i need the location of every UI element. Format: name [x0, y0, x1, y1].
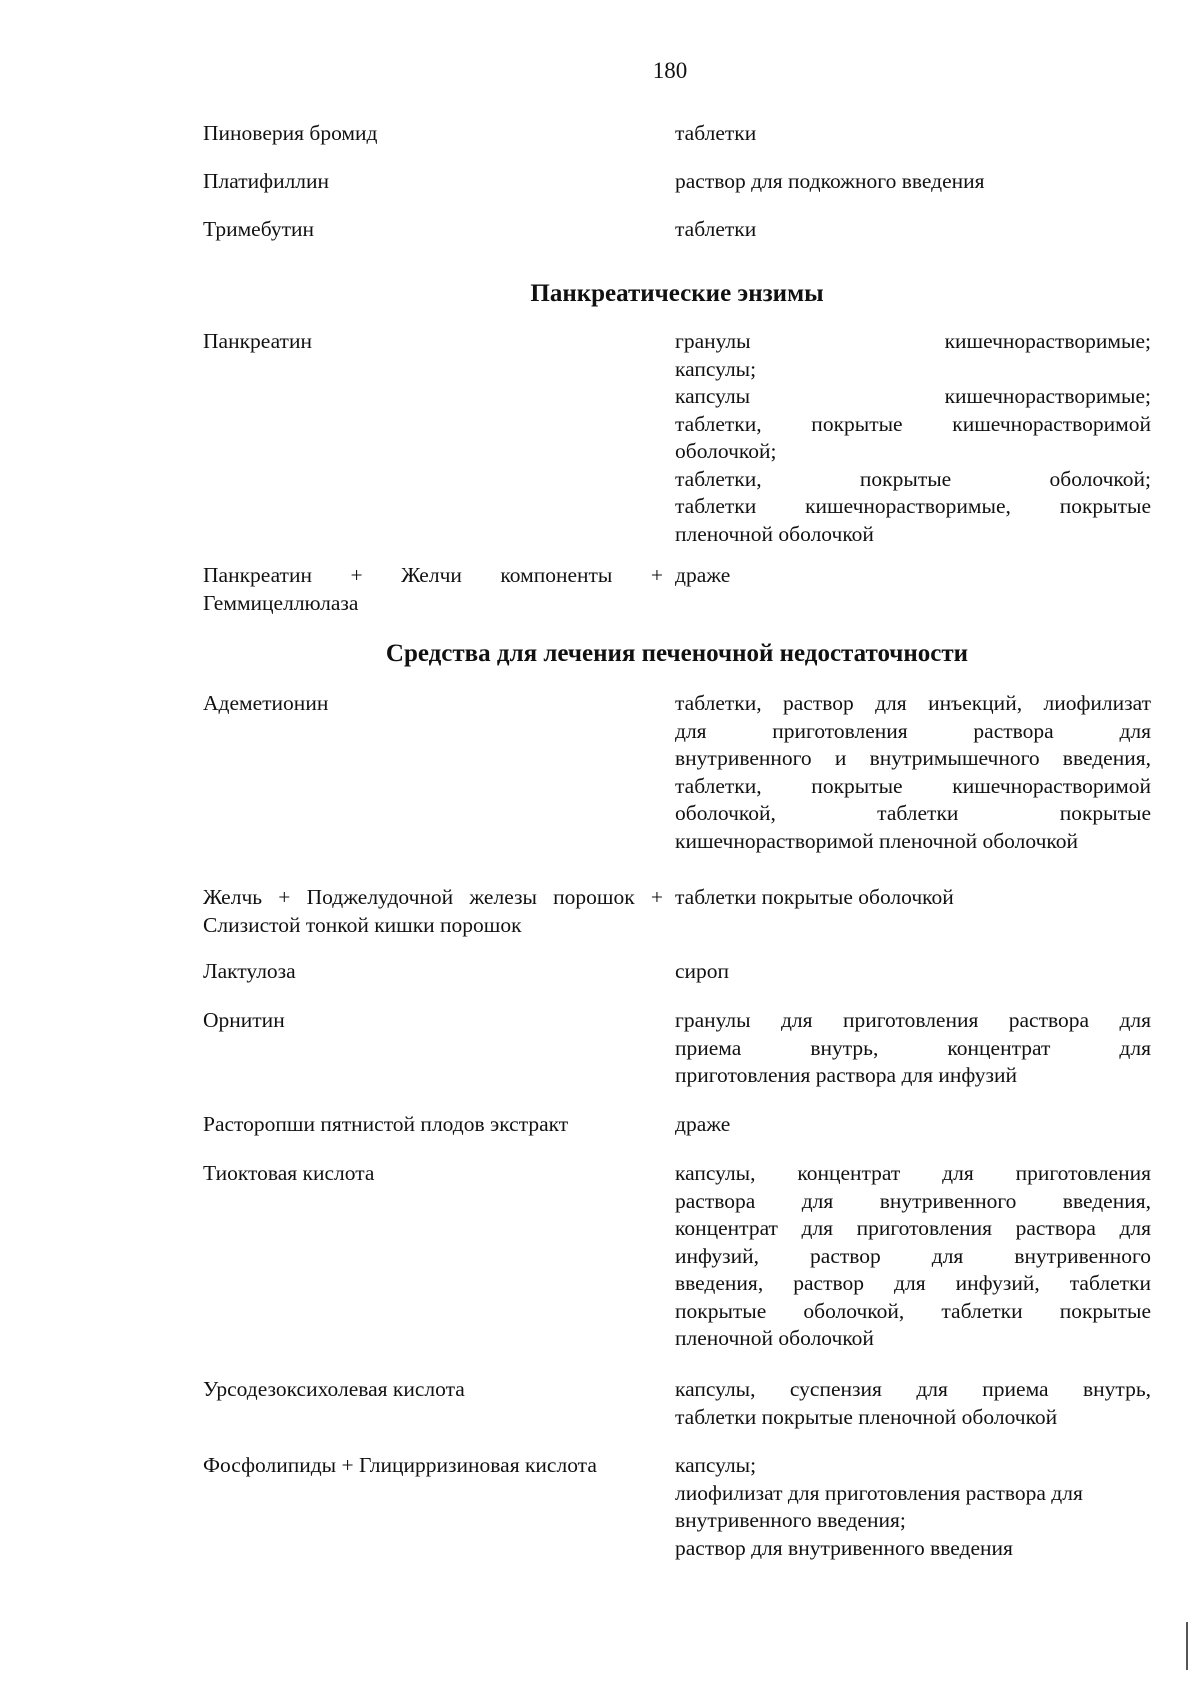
drug-forms [675, 958, 1151, 986]
form-line: приема внутрь, концентрат для [675, 1035, 1151, 1060]
form-line: для приготовления раствора для [675, 718, 1151, 743]
form-line: гранулы кишечнорастворимые; [675, 329, 1151, 353]
form-line: таблетки [675, 217, 757, 241]
form-line: гранулы для приготовления раствора для [675, 1008, 1151, 1032]
form-line: таблетки покрытые пленочной оболочкой [675, 1404, 1058, 1429]
page-number: 180 [652, 58, 688, 83]
drug-name: Орнитин [203, 1008, 285, 1032]
drug-forms [675, 1160, 1151, 1353]
form-line: таблетки покрытые оболочкой [675, 885, 954, 909]
drug-forms [675, 884, 1151, 912]
form-line: таблетки, покрытые кишечнорастворимой [675, 773, 1151, 798]
form-line: пленочной оболочкой [675, 1326, 874, 1350]
form-line: драже [675, 1112, 731, 1136]
drug-name: Тиоктовая кислота [203, 1161, 375, 1185]
form-line: таблетки [675, 121, 757, 145]
drug-name: Фосфолипиды + Глицирризиновая кислота [203, 1453, 597, 1477]
form-line: приготовления раствора для инфузий [675, 1063, 1018, 1087]
section-heading: Панкреатические энзимы [530, 280, 824, 307]
form-line: оболочкой, таблетки покрытые [675, 801, 1151, 825]
form-line: оболочкой; [675, 439, 777, 463]
drug-name: Желчь + Поджелудочной железы порошок + Слизистой тонкой кишки порошок [203, 885, 663, 937]
form-line: раствор для подкожного введения [675, 169, 985, 193]
form-line: капсулы, концентрат для приготовления [675, 1161, 1151, 1185]
drug-name: Тримебутин [203, 217, 314, 241]
form-line: капсулы; [675, 1453, 757, 1477]
drug-forms [675, 328, 1151, 548]
form-line: покрытые оболочкой, таблетки покрытые [675, 1298, 1151, 1323]
form-line: концентрат для приготовления раствора для [675, 1216, 1151, 1240]
drug-name: Пиноверия бромид [203, 121, 378, 145]
drug-name: Расторопши пятнистой плодов экстракт [203, 1112, 569, 1136]
form-line: внутривенного и внутримышечного введения, [675, 746, 1151, 770]
form-line: раствора для внутривенного введения, [675, 1188, 1151, 1213]
drug-forms [675, 562, 1151, 590]
drug-forms [675, 216, 1151, 244]
form-line: таблетки, покрытые оболочкой; [675, 466, 1151, 491]
section-heading: Средства для лечения печеночной недостаточности [385, 640, 969, 667]
drug-forms [675, 1376, 1151, 1431]
form-line: внутривенного введения; [675, 1508, 906, 1532]
drug-forms [675, 1452, 1151, 1562]
form-line: капсулы кишечнорастворимые; [675, 384, 1151, 408]
drug-name: Панкреатин + Желчи компоненты + Геммицеллюлаза [203, 563, 663, 615]
form-line: сироп [675, 959, 730, 983]
drug-name: Урсодезоксихолевая кислота [203, 1377, 465, 1401]
form-line: пленочной оболочкой [675, 521, 874, 546]
form-line: введения, раствор для инфузий, таблетки [675, 1271, 1151, 1295]
form-line: таблетки, покрытые кишечнорастворимой [675, 411, 1151, 436]
form-line: кишечнорастворимой пленочной оболочкой [675, 828, 1078, 853]
drug-name: Лактулоза [203, 959, 296, 983]
drug-forms [675, 1007, 1151, 1090]
form-line: капсулы, суспензия для приема внутрь, [675, 1377, 1151, 1401]
form-line: капсулы; [675, 356, 757, 381]
drug-forms [675, 120, 1151, 148]
drug-name: Платифиллин [203, 169, 330, 193]
form-line: лиофилизат для приготовления раствора для [675, 1480, 1083, 1505]
drug-forms [675, 690, 1151, 855]
scan-edge-mark [1186, 1622, 1188, 1670]
drug-name: Адеметионин [203, 691, 329, 715]
form-line: раствор для внутривенного введения [675, 1535, 1013, 1560]
form-line: таблетки, раствор для инъекций, лиофилизат [675, 691, 1151, 715]
drug-forms [675, 168, 1151, 196]
drug-name: Панкреатин [203, 329, 312, 353]
form-line: таблетки кишечнорастворимые, покрытые [675, 494, 1151, 518]
drug-forms [675, 1111, 1151, 1139]
form-line: драже [675, 563, 731, 587]
form-line: инфузий, раствор для внутривенного [675, 1243, 1151, 1268]
